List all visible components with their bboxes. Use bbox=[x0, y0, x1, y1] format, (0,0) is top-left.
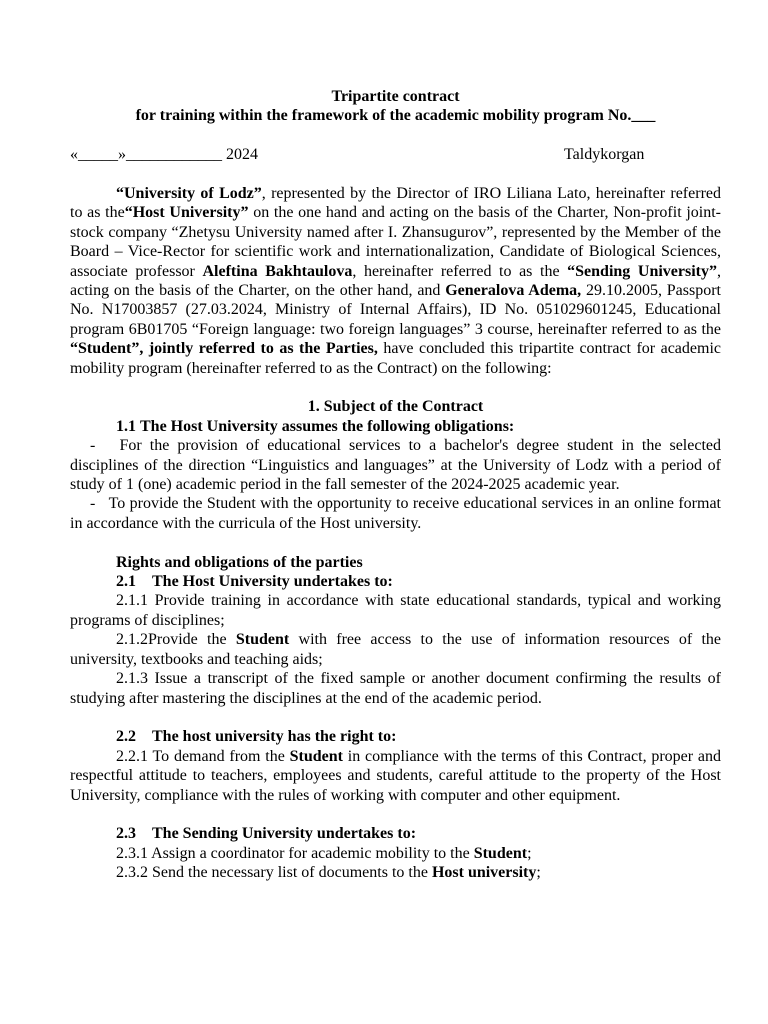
text-run: 2.1.3 Issue a transcript of the fixed sample or another document confirming the results of studying after mastering the disciplines at the end of the academic period. bbox=[70, 670, 721, 707]
section-number: 2.1 bbox=[116, 573, 136, 591]
section-number: 2.3 bbox=[116, 825, 136, 843]
spacer bbox=[70, 533, 721, 552]
bullet-mark: - bbox=[90, 495, 96, 513]
rights-heading: Rights and obligations of the parties bbox=[116, 553, 363, 571]
bullet-text: To provide the Student with the opportunity to receive educational services in an online format in accordance with the curricula of the Host university. bbox=[70, 495, 721, 532]
bullet-mark: - bbox=[90, 437, 96, 455]
spacer bbox=[70, 805, 721, 824]
section-1-1-heading bbox=[70, 417, 721, 436]
bold-text-run: Aleftina Bakhtaulova bbox=[202, 262, 353, 280]
section-heading-text: The Host University undertakes to: bbox=[152, 573, 393, 591]
section-heading-text: The host university has the right to: bbox=[152, 728, 397, 746]
bold-text-run: “University of Lodz” bbox=[116, 184, 262, 202]
section-2-1-heading bbox=[70, 572, 721, 591]
bold-text-run: “Student”, jointly referred to as the Parties, bbox=[70, 340, 378, 358]
text-run: ; bbox=[536, 864, 541, 882]
bold-text-run: Student bbox=[289, 747, 343, 765]
text-run: in compliance with the terms of this Contract, proper and respectful attitude to teachers, employees and students, careful attitude to the property of the Host University, compliance with the rules of working with computer and other equipment. bbox=[70, 747, 722, 804]
obligation-bullet bbox=[70, 436, 721, 494]
bold-text-run: “Sending University” bbox=[567, 262, 717, 280]
clause-2-1-2 bbox=[70, 630, 721, 669]
date-place-line bbox=[70, 145, 721, 164]
contract-title: Tripartite contract bbox=[331, 88, 460, 105]
clause-2-3-2 bbox=[70, 863, 721, 882]
clause-2-2-1 bbox=[70, 747, 721, 805]
spacer bbox=[70, 378, 721, 397]
text-run: 2.3.2 Send the necessary list of documents to the bbox=[116, 864, 432, 882]
section-heading-text: The Host University assumes the following obligations: bbox=[140, 417, 515, 435]
bullet-text: For the provision of educational services to a bachelor's degree student in the selected disciplines of the direction “Linguistics and languages” at the University of Lodz with a period of study of 1 (one) academic period in the fall semester of the 2024-2025 academic year. bbox=[70, 437, 721, 494]
obligation-bullet bbox=[70, 494, 721, 533]
bold-text-run: “Host University” bbox=[124, 204, 249, 222]
bold-text-run: Host university bbox=[431, 864, 537, 882]
bold-text-run: Student bbox=[473, 844, 528, 862]
text-run: , represented by the Director of IRO Liliana Lato, hereinafter referred to as the bbox=[70, 184, 721, 222]
clause-2-3-1 bbox=[70, 844, 721, 863]
contract-page bbox=[70, 87, 721, 883]
text-run: 29.10.2005, Passport No. N17003857 (27.03.2024, Ministry of Internal Affairs), ID No. 051029601245, Educational program 6B01705 “Foreign language: two foreign languages” 3 course, hereinafter referred to as the bbox=[70, 282, 721, 338]
bold-text-run: Generalova Adema, bbox=[445, 282, 582, 300]
bold-text-run: Student bbox=[235, 631, 290, 649]
text-run: on the one hand and acting on the basis of the Charter, Non-profit joint-stock company “Zhetysu University named after I. Zhansugurov”, represented by the Member of the Board – Vice-Rector for scientific work and internationalization, Candidate of Biological Sciences, associate professor bbox=[70, 204, 722, 280]
intro-paragraph bbox=[70, 184, 721, 378]
clause-2-1-3 bbox=[70, 669, 721, 708]
text-run: , hereinafter referred to as the bbox=[352, 262, 568, 280]
contract-date: «_____»____________ 2024 bbox=[70, 146, 258, 164]
clause-2-1-1 bbox=[70, 591, 721, 630]
text-run: have concluded this tripartite contract for academic mobility program (hereinafter referred to as the Contract) on the following: bbox=[70, 340, 721, 377]
spacer bbox=[70, 165, 721, 184]
spacer bbox=[70, 708, 721, 727]
contract-city: Taldykorgan bbox=[564, 146, 645, 164]
text-run: ; bbox=[527, 844, 532, 862]
section-heading-text: The Sending University undertakes to: bbox=[152, 825, 417, 843]
contract-subtitle: for training within the framework of the academic mobility program No.___ bbox=[135, 107, 656, 125]
text-run: 2.1.2Provide the bbox=[116, 631, 236, 649]
text-run: 2.3.1 Assign a coordinator for academic mobility to the bbox=[116, 844, 474, 862]
section-number: 2.2 bbox=[116, 728, 136, 746]
section-1-title: 1. Subject of the Contract bbox=[307, 398, 484, 416]
spacer bbox=[70, 126, 721, 145]
text-run: , acting on the basis of the Charter, on the other hand, and bbox=[70, 262, 721, 300]
section-2-3-heading bbox=[70, 824, 721, 843]
section-2-2-heading bbox=[70, 727, 721, 746]
text-run: 2.1.1 Provide training in accordance with state educational standards, typical and working programs of disciplines; bbox=[70, 592, 721, 629]
section-number: 1.1 bbox=[116, 417, 136, 435]
text-run: with free access to the use of information resources of the university, textbooks and teaching aids; bbox=[70, 631, 721, 668]
text-run: 2.2.1 To demand from the bbox=[116, 747, 290, 765]
